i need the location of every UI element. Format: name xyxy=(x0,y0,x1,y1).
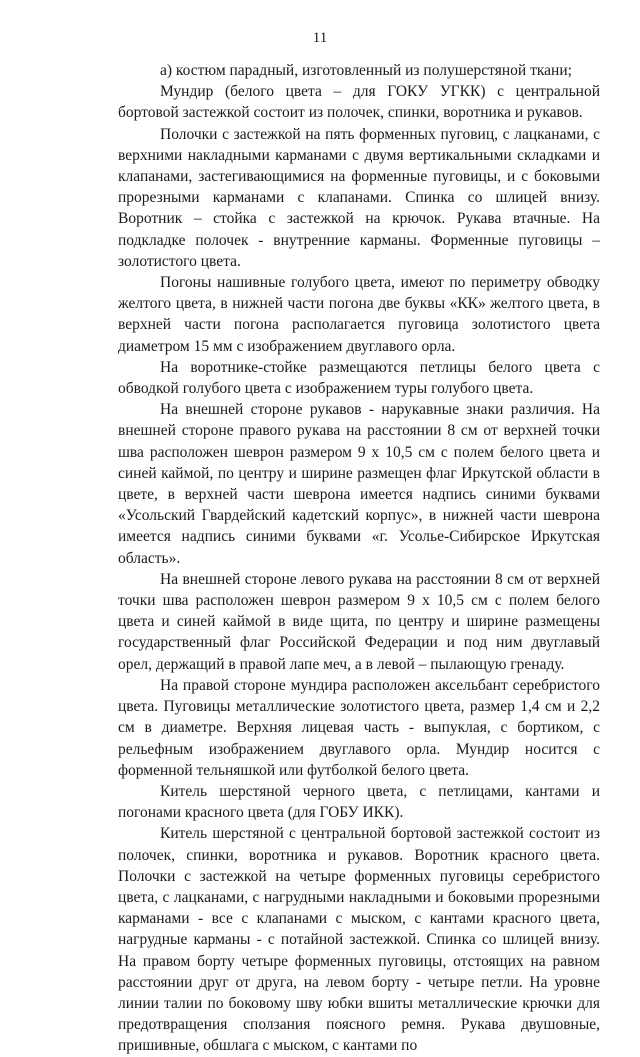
paragraph-costume-intro: а) костюм парадный, изготовленный из полушерстяной ткани; xyxy=(160,62,572,79)
paragraph-black-jacket: Китель шерстяной черного цвета, с петлицами, кантами и погонами красного цвета (для ГОБУ ИКК). xyxy=(118,782,600,822)
page-number: 11 xyxy=(312,30,328,46)
paragraph-right-sleeve-chevron: На внешней стороне рукавов - нарукавные знаки различия. На внешней стороне правого рукава на расстоянии 8 см от верхней точки шва расположен шеврон размером 9 х 10,5 см с полем белого цвета и синей каймой, по центру и ширине размещен флаг Иркутской области в цвете, в верхней части шеврона имеется надпись синими буквами «Усольский Гвардейский кадетский корпус», в нижней части шеврона имеется надпись синими буквами «г. Усолье-Сибирское Иркутская область». xyxy=(118,401,600,567)
paragraph-shoulder-boards: Погоны нашивные голубого цвета, имеют по периметру обводку желтого цвета, в нижней части погона две буквы «КК» желтого цвета, в верхней части погона располагается пуговица золотистого цвета диаметром 15 мм с изображением двуглавого орла. xyxy=(118,274,600,355)
paragraph-left-sleeve-chevron: На внешней стороне левого рукава на расстоянии 8 см от верхней точки шва расположен шеврон размером 9 х 10,5 см с полем белого цвета и синей каймой в виде щита, по центру и ширине размещены государственный флаг Российской Федерации и под ним двуглавый орел, держащий в правой лапе меч, а в левой – пылающую гренаду. xyxy=(118,570,600,673)
paragraph-uniform-white: Мундир (белого цвета – для ГОКУ УГКК) с центральной бортовой застежкой состоит из полочек, спинки, воротника и рукавов. xyxy=(118,83,600,122)
paragraph-front-panels: Полочки с застежкой на пять форменных пуговиц, с лацканами, с верхними накладными карманами с двумя вертикальными складками и клапанами, застегивающимися на форменные пуговицы, и с боковыми прорезными карманами с клапанами. Спинка со шлицей внизу. Воротник – стойка с застежкой на крючок. Рукава втачные. На подкладке полочек - внутренние карманы. Форменные пуговицы – золотистого цвета. xyxy=(118,125,600,270)
paragraph-jacket-details: Китель шерстяной с центральной бортовой застежкой состоит из полочек, спинки, воротника и рукавов. Воротник красного цвета. Полочки с застежкой на четыре форменных пуговицы серебристого цвета, с лацканами, с нагрудными накладными и боковыми прорезными карманами - все с клапанами с мыском, с кантами красного цвета, нагрудные карманы - с потайной застежкой. Спинка со шлицей внизу. На правом борту четыре форменных пуговицы, отстоящих на равном расстоянии друг от друга, на левом борту - четыре петли. На уровне линии талии по боковому шву юбки вшиты металлические крючки для предотвращения сползания поясного ремня. Рукава двушовные, пришивные, обшлага с мыском, с кантами по xyxy=(118,825,600,1055)
paragraph-collar-tabs: На воротнике-стойке размещаются петлицы белого цвета с обводкой голубого цвета с изображением туры голубого цвета. xyxy=(118,358,600,398)
paragraph-aiguillette-buttons: На правой стороне мундира расположен аксельбант серебристого цвета. Пуговицы металлические золотистого цвета, размер 1,4 см и 2,2 см в диаметре. Верхняя лицевая часть - выпуклая, с бортиком, с рельефным изображением двуглавого орла. Мундир носится с форменной тельняшкой или футболкой белого цвета. xyxy=(118,676,600,779)
document-body xyxy=(118,60,600,1057)
